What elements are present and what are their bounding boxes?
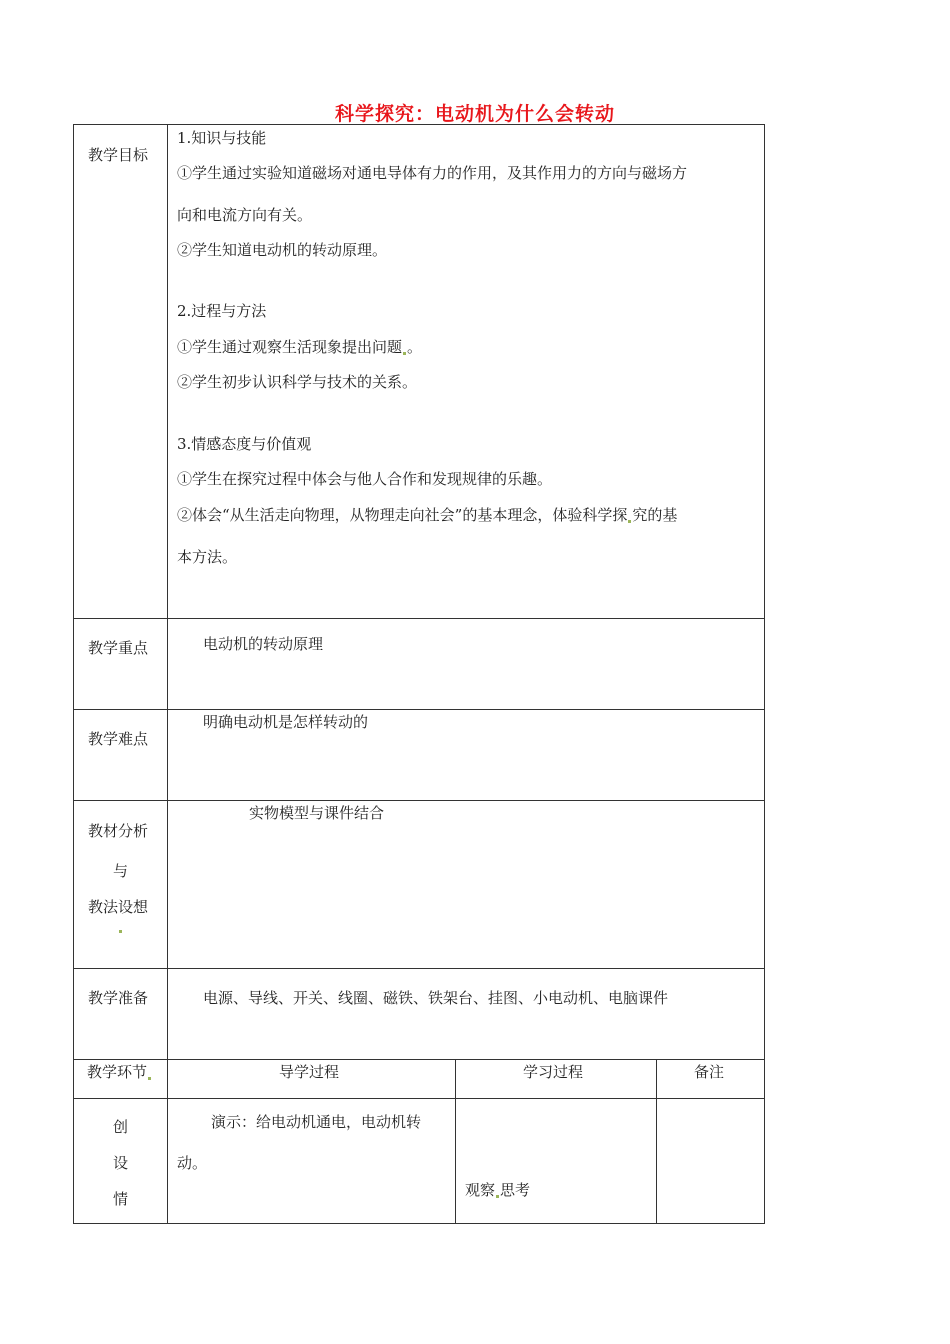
header-learning: 学习过程 bbox=[523, 1063, 584, 1081]
objective-line: ①学生在探究过程中体会与他人合作和发现规律的乐趣。 bbox=[177, 470, 553, 488]
row-divider bbox=[73, 618, 765, 619]
analysis-label: 教材分析 bbox=[88, 822, 149, 840]
header-notes: 备注 bbox=[694, 1063, 725, 1081]
col-divider bbox=[167, 124, 168, 1224]
col-divider bbox=[656, 1059, 657, 1224]
guide-line: 动。 bbox=[177, 1154, 208, 1172]
difficulty-content: 明确电动机是怎样转动的 bbox=[203, 713, 369, 731]
preparation-label: 教学准备 bbox=[88, 989, 149, 1007]
objective-heading-process: 2.过程与方法 bbox=[177, 302, 267, 320]
difficulty-label: 教学难点 bbox=[88, 730, 149, 748]
analysis-content: 实物模型与课件结合 bbox=[249, 804, 385, 822]
row-divider bbox=[73, 968, 765, 969]
stage-char: 设 bbox=[113, 1154, 129, 1172]
key-point-content: 电动机的转动原理 bbox=[203, 635, 324, 653]
row-divider bbox=[73, 1098, 765, 1099]
marker-dot bbox=[148, 1077, 151, 1080]
objective-heading-knowledge: 1.知识与技能 bbox=[177, 129, 267, 147]
preparation-content: 电源、导线、开关、线圈、磁铁、铁架台、挂图、小电动机、电脑课件 bbox=[203, 989, 669, 1007]
objective-heading-attitude: 3.情感态度与价值观 bbox=[177, 435, 312, 453]
learning-content: 观察 思考 bbox=[465, 1181, 531, 1199]
col-divider bbox=[455, 1059, 456, 1224]
marker-dot bbox=[628, 520, 631, 523]
row-divider bbox=[73, 800, 765, 801]
objective-line: ①学生通过观察生活现象提出问题 。 bbox=[177, 338, 423, 356]
objectives-label: 教学目标 bbox=[88, 146, 149, 164]
header-guide: 导学过程 bbox=[279, 1063, 340, 1081]
objective-line: ①学生通过实验知道磁场对通电导体有力的作用，及其作用力的方向与磁场方 bbox=[177, 164, 688, 182]
objective-line: 本方法。 bbox=[177, 548, 238, 566]
marker-dot bbox=[496, 1195, 499, 1198]
row-divider bbox=[73, 1059, 765, 1060]
guide-line: 演示：给电动机通电，电动机转 bbox=[211, 1113, 422, 1131]
analysis-label: 教法设想 bbox=[88, 898, 149, 916]
key-point-label: 教学重点 bbox=[88, 639, 149, 657]
objective-line: ②体会“从生活走向物理，从物理走向社会”的基本理念，体验科学探 究的基 bbox=[177, 506, 678, 524]
marker-dot bbox=[403, 352, 406, 355]
objective-line: ②学生初步认识科学与技术的关系。 bbox=[177, 373, 418, 391]
page-title: 科学探究：电动机为什么会转动 bbox=[334, 103, 615, 125]
marker-dot bbox=[119, 930, 122, 933]
row-divider bbox=[73, 709, 765, 710]
stage-char: 情 bbox=[113, 1190, 129, 1208]
objective-line: ②学生知道电动机的转动原理。 bbox=[177, 241, 388, 259]
analysis-label: 与 bbox=[113, 862, 129, 880]
stage-char: 创 bbox=[113, 1118, 129, 1136]
header-stage: 教学环节 bbox=[87, 1062, 152, 1082]
objective-line: 向和电流方向有关。 bbox=[177, 206, 313, 224]
